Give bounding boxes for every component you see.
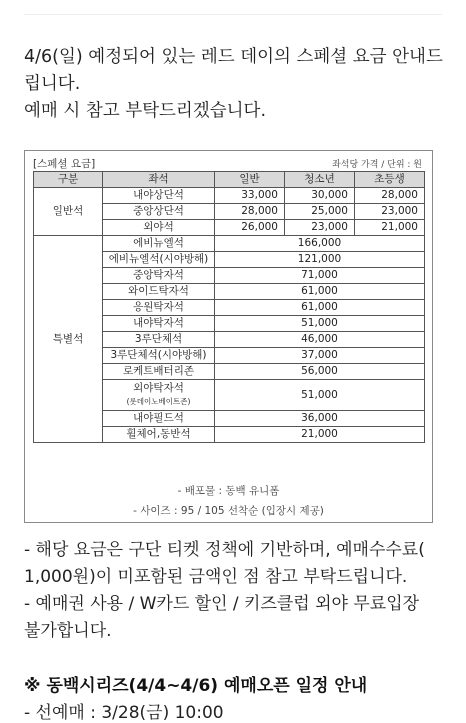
- special-fare-card: [24, 150, 433, 523]
- price-youth: 23,000: [285, 220, 355, 236]
- series-heading: ※ 동백시리즈(4/4~4/6) 예매오픈 일정 안내: [24, 676, 368, 696]
- table-row: [34, 188, 425, 204]
- seat-name: 내야필드석: [103, 411, 215, 427]
- price-all: 21,000: [215, 427, 425, 443]
- price-child: 23,000: [355, 204, 425, 220]
- intro-line: 예매 시 참고 부탁드리겠습니다.: [24, 101, 267, 121]
- intro-text: [24, 44, 444, 125]
- seat-name-sub: (롯데이노베이트존): [126, 397, 191, 406]
- table-header-row: [34, 172, 425, 188]
- note-line: - 배포물 : 동백 유니폼: [177, 485, 280, 497]
- group-general: 일반석: [34, 188, 103, 236]
- seat-name: 내야상단석: [103, 188, 215, 204]
- header-seat: 좌석: [103, 172, 215, 188]
- seat-name: 에비뉴엘석: [103, 236, 215, 252]
- price-all: 51,000: [215, 316, 425, 332]
- price-youth: 30,000: [285, 188, 355, 204]
- card-unit-note: 좌석당 가격 / 단위 : 원: [332, 160, 422, 170]
- price-all: 36,000: [215, 411, 425, 427]
- seat-name: 3루단체석: [103, 332, 215, 348]
- price-all: 56,000: [215, 364, 425, 380]
- header-category: 구분: [34, 172, 103, 188]
- price-all: 61,000: [215, 300, 425, 316]
- price-all: 121,000: [215, 252, 425, 268]
- price-adult: 26,000: [215, 220, 285, 236]
- header-adult: 일반: [215, 172, 285, 188]
- price-child: 21,000: [355, 220, 425, 236]
- seat-name: 내야탁자석: [103, 316, 215, 332]
- body-line: - 예매권 사용 / W카드 할인 / 키즈클럽 외야 무료입장: [24, 594, 420, 614]
- header-youth: 청소년: [285, 172, 355, 188]
- top-divider: [24, 14, 442, 15]
- price-all: 51,000: [215, 380, 425, 411]
- price-all: 46,000: [215, 332, 425, 348]
- seat-name: 외야탁자석: [133, 382, 184, 394]
- seat-name: 중앙상단석: [103, 204, 215, 220]
- seat-name: 중앙탁자석: [103, 268, 215, 284]
- header-child: 초등생: [355, 172, 425, 188]
- card-notes: [25, 481, 432, 521]
- seat-name: 와이드탁자석: [103, 284, 215, 300]
- seat-name: 외야석: [103, 220, 215, 236]
- seat-name-two-line: [103, 380, 215, 411]
- price-adult: 28,000: [215, 204, 285, 220]
- seat-name: 휠체어,동반석: [103, 427, 215, 443]
- intro-line: 립니다.: [24, 74, 81, 94]
- price-all: 37,000: [215, 348, 425, 364]
- price-child: 28,000: [355, 188, 425, 204]
- price-all: 166,000: [215, 236, 425, 252]
- price-all: 71,000: [215, 268, 425, 284]
- seat-name: 3루단체석(시야방해): [103, 348, 215, 364]
- seat-name: 응원탁자석: [103, 300, 215, 316]
- table-row: [34, 236, 425, 252]
- body-line: - 해당 요금은 구단 티켓 정책에 기반하며, 예매수수료(: [24, 540, 425, 560]
- presale-date: - 선예매 : 3/28(금) 10:00: [24, 703, 224, 723]
- intro-line: 4/6(일) 예정되어 있는 레드 데이의 스페셜 요금 안내드: [24, 47, 443, 67]
- body-line: 1,000원)이 미포함된 금액인 점 참고 부탁드립니다.: [24, 567, 408, 587]
- price-adult: 33,000: [215, 188, 285, 204]
- price-youth: 25,000: [285, 204, 355, 220]
- seat-name: 에비뉴엘석(시야방해): [103, 252, 215, 268]
- fare-table: [33, 171, 425, 443]
- price-all: 61,000: [215, 284, 425, 300]
- note-line: - 사이즈 : 95 / 105 선착순 (입장시 제공): [133, 505, 324, 517]
- body-line: 불가합니다.: [24, 621, 112, 641]
- policy-notes: [24, 537, 449, 645]
- seat-name: 로케트배터리존: [103, 364, 215, 380]
- group-special: 특별석: [34, 236, 103, 443]
- card-title: [스페셜 요금]: [33, 158, 96, 170]
